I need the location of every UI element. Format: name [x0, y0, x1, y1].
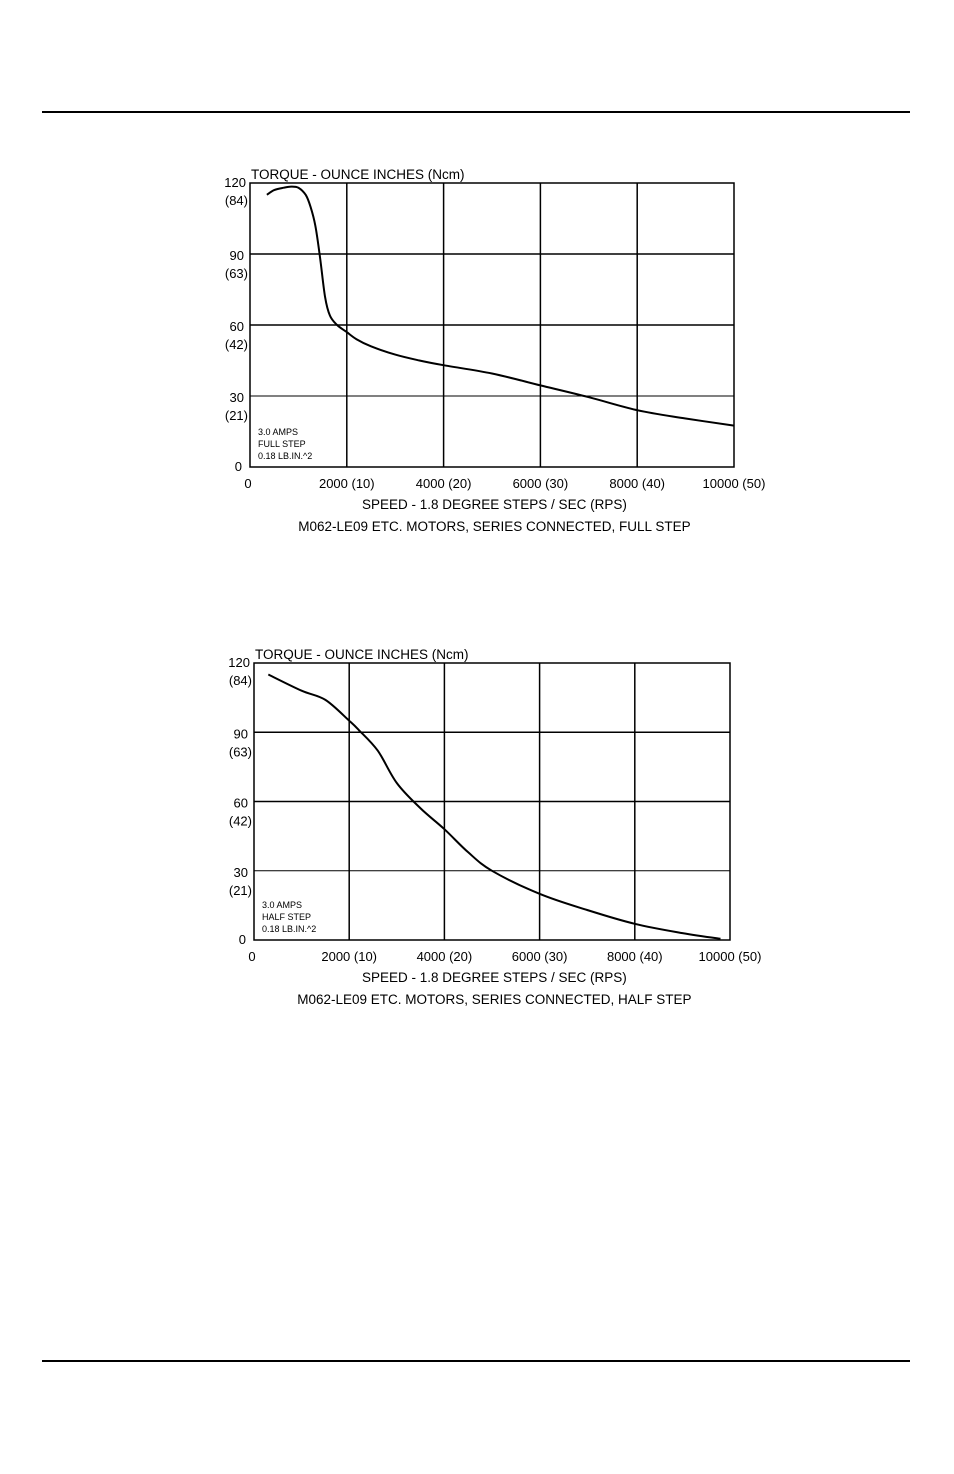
y-tick-sublabel: (21): [224, 408, 248, 423]
bottom-rule: [42, 1360, 910, 1362]
half-step-torque-chart: [0, 640, 954, 1030]
x-tick-label: 8000 (40): [609, 476, 666, 491]
y-tick-label: 0: [238, 932, 246, 947]
chart-caption: M062-LE09 ETC. MOTORS, SERIES CONNECTED, FULL STEP: [298, 519, 691, 534]
x-axis-title: SPEED - 1.8 DEGREE STEPS / SEC (RPS): [362, 497, 627, 512]
torque-curve: [267, 187, 734, 426]
chart-note: 0.18 LB.IN.^2: [262, 924, 317, 934]
x-tick-label: 10000 (50): [702, 476, 766, 491]
chart-note: 3.0 AMPS: [258, 427, 299, 437]
x-tick-label: 6000 (30): [511, 949, 568, 964]
x-tick-label: 2000 (10): [321, 949, 378, 964]
y-tick-sublabel: (21): [228, 882, 252, 898]
x-tick-label: 4000 (20): [416, 949, 473, 964]
x-tick-label: 10000 (50): [698, 949, 762, 964]
y-tick-label: 30: [229, 390, 244, 405]
y-tick-label: 60: [229, 319, 244, 334]
x-tick-label: 0: [244, 476, 252, 491]
y-tick-label: 0: [234, 459, 242, 474]
y-tick-sublabel: (84): [228, 673, 252, 688]
x-tick-label: 4000 (20): [415, 476, 472, 491]
y-tick-label: 30: [233, 864, 248, 880]
chart-caption: M062-LE09 ETC. MOTORS, SERIES CONNECTED, HALF STEP: [297, 992, 692, 1007]
y-tick-label: 90: [233, 726, 248, 742]
x-axis-title: SPEED - 1.8 DEGREE STEPS / SEC (RPS): [361, 970, 627, 985]
top-rule: [42, 111, 910, 113]
chart-note: HALF STEP: [262, 912, 312, 922]
y-tick-sublabel: (84): [224, 193, 248, 208]
y-axis-title: TORQUE - OUNCE INCHES (Ncm): [251, 167, 465, 182]
x-tick-label: 2000 (10): [318, 476, 375, 491]
y-tick-label: 90: [229, 248, 244, 263]
torque-curve: [268, 675, 720, 939]
x-tick-label: 6000 (30): [512, 476, 569, 491]
chart-note: 0.18 LB.IN.^2: [258, 451, 313, 461]
x-tick-label: 8000 (40): [606, 949, 663, 964]
y-axis-title: TORQUE - OUNCE INCHES (Ncm): [255, 647, 469, 662]
y-tick-sublabel: (63): [224, 266, 248, 281]
x-tick-label: 0: [248, 949, 256, 964]
y-tick-label: 60: [233, 795, 248, 811]
y-tick-label: 120: [228, 655, 250, 670]
y-tick-label: 120: [224, 175, 246, 190]
y-tick-sublabel: (63): [228, 744, 252, 760]
chart-note: 3.0 AMPS: [262, 900, 303, 910]
y-tick-sublabel: (42): [224, 337, 248, 352]
chart-note: FULL STEP: [258, 439, 306, 449]
y-tick-sublabel: (42): [228, 813, 252, 829]
full-step-torque-chart: [0, 160, 954, 550]
